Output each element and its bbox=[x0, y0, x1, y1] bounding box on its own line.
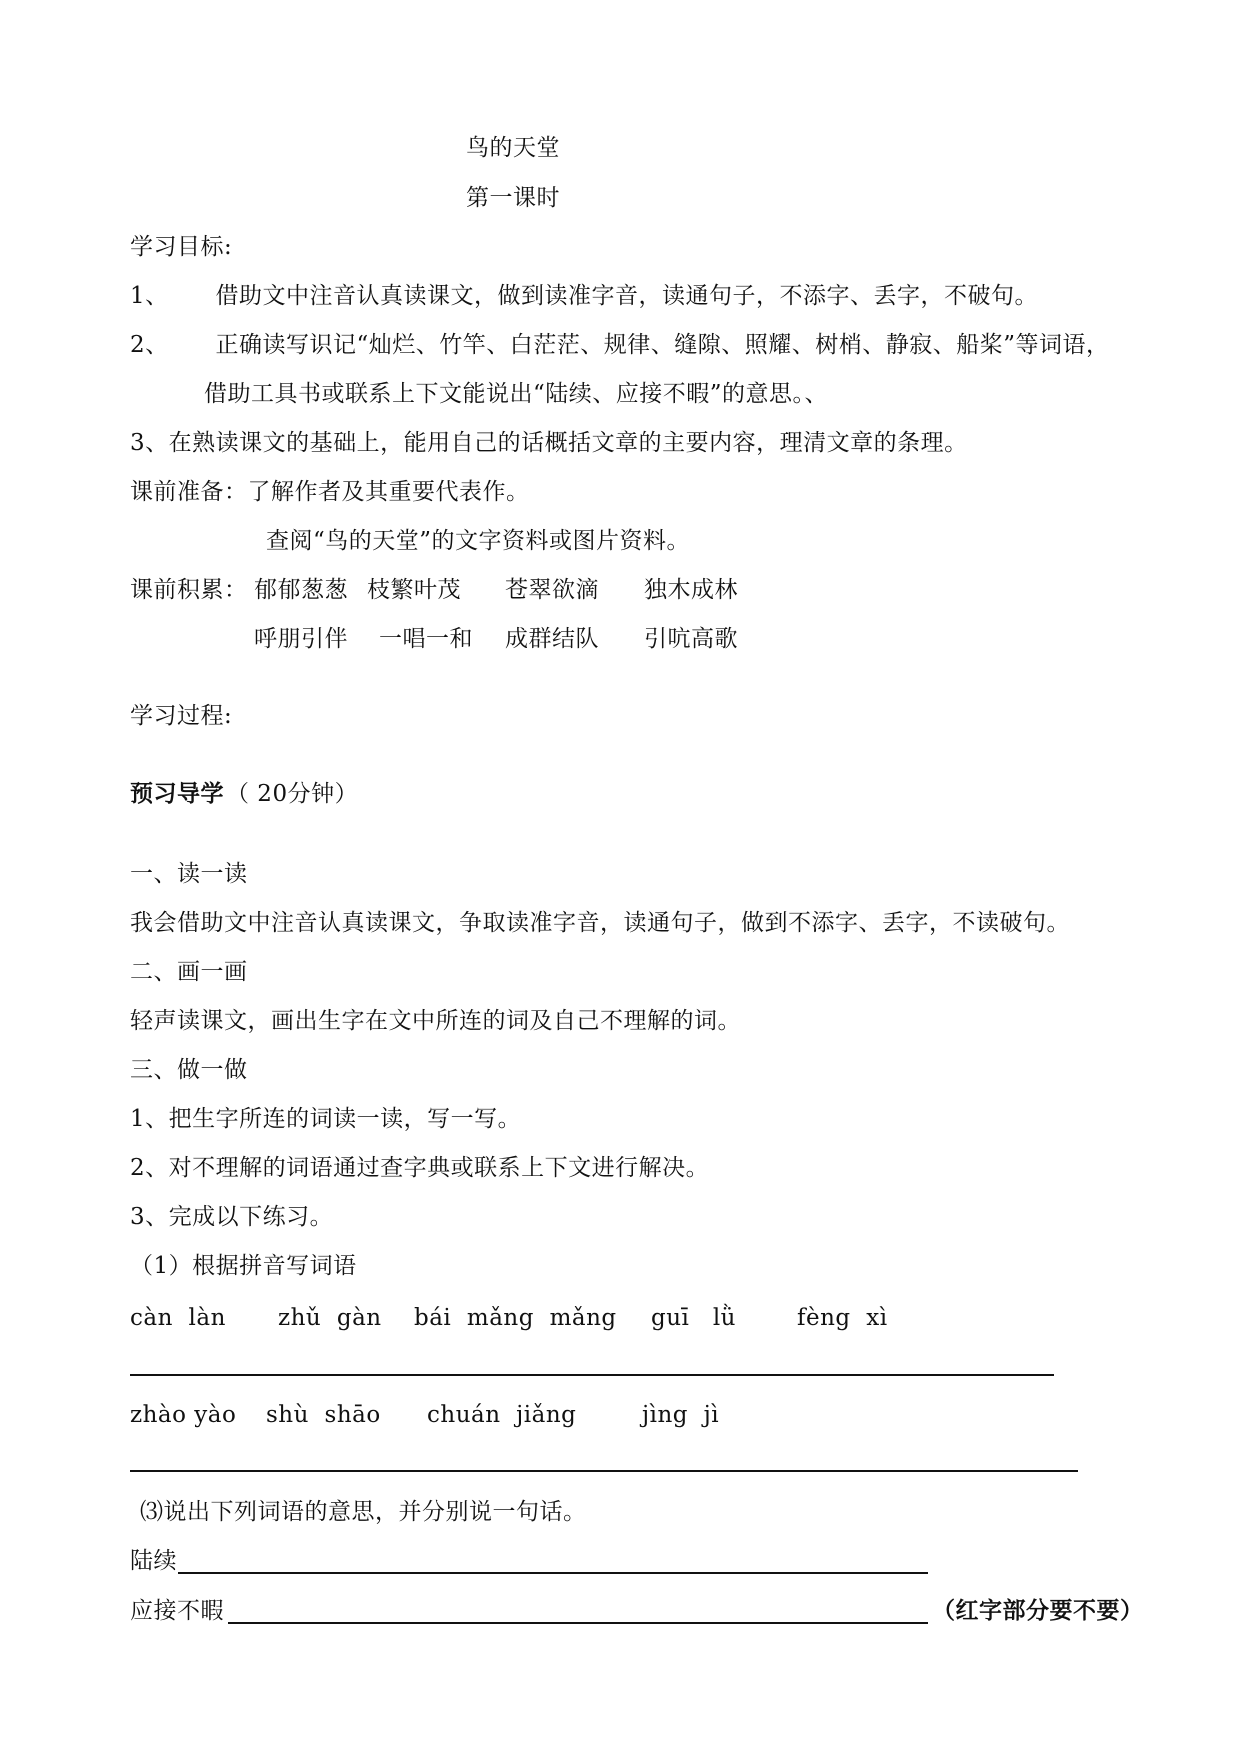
pinyin-item: chuán jiǎng bbox=[427, 1402, 577, 1428]
preview-time: （ 20分钟） bbox=[226, 781, 359, 807]
exercise-1-heading: （1）根据拼音写词语 bbox=[130, 1253, 357, 1279]
accum-word: 成群结队 bbox=[505, 626, 599, 652]
pinyin-item: càn làn bbox=[130, 1305, 226, 1331]
pinyin-item: bái mǎng mǎng bbox=[414, 1305, 617, 1331]
section-3-item-1: 1、把生字所连的词读一读，写一写。 bbox=[130, 1106, 522, 1132]
goal-item-2-continued: 借助工具书或联系上下文能说出“陆续、应接不暇”的意思。、 bbox=[204, 381, 829, 407]
goal-item-1: 1、 借助文中注音认真读课文，做到读准字音，读通句子，不添字、丢字，不破句。 bbox=[130, 283, 1038, 309]
goal-item-2: 2、 正确读写识记“灿烂、竹竿、白茫茫、规律、缝隙、照耀、树梢、静寂、船桨”等词语， bbox=[130, 332, 1110, 358]
pinyin-item: shù shāo bbox=[266, 1402, 381, 1428]
prep-line-2: 查阅“鸟的天堂”的文字资料或图片资料。 bbox=[266, 528, 691, 554]
goal-item-3: 3、在熟读课文的基础上，能用自己的话概括文章的主要内容，理清文章的条理。 bbox=[130, 430, 968, 456]
accum-word: 引吭高歌 bbox=[644, 626, 738, 652]
word-label: 陆续 bbox=[130, 1548, 177, 1574]
section-2-body: 轻声读课文，画出生字在文中所连的词及自己不理解的词。 bbox=[130, 1008, 741, 1034]
page-title: 鸟的天堂 bbox=[466, 135, 560, 161]
pinyin-item: zhǔ gàn bbox=[278, 1305, 382, 1331]
answer-line[interactable] bbox=[130, 1470, 1078, 1472]
pinyin-item: fèng xì bbox=[797, 1305, 888, 1331]
accum-word: 苍翠欲滴 bbox=[505, 577, 599, 603]
section-3-item-3: 3、完成以下练习。 bbox=[130, 1204, 334, 1230]
accum-word: 呼朋引伴 bbox=[254, 626, 348, 652]
section-2-heading: 二、画一画 bbox=[130, 959, 248, 985]
accum-word: 独木成林 bbox=[644, 577, 738, 603]
note-text: （红字部分要不要） bbox=[932, 1597, 1144, 1624]
accum-word: 郁郁葱葱 bbox=[254, 577, 348, 603]
section-1-body: 我会借助文中注音认真读课文，争取读准字音，读通句子，做到不添字、丢字，不读破句。 bbox=[130, 910, 1070, 936]
goals-heading: 学习目标: bbox=[130, 234, 233, 260]
process-heading: 学习过程: bbox=[130, 703, 233, 729]
answer-line[interactable] bbox=[178, 1572, 928, 1574]
prep-line-1: 课前准备：了解作者及其重要代表作。 bbox=[130, 479, 530, 505]
section-1-heading: 一、读一读 bbox=[130, 861, 248, 887]
pinyin-item: jìng jì bbox=[642, 1402, 720, 1428]
answer-line[interactable] bbox=[130, 1374, 1054, 1376]
pinyin-item: zhào yào bbox=[130, 1402, 237, 1428]
accum-word: 枝繁叶茂 bbox=[367, 577, 461, 603]
accum-word: 一唱一和 bbox=[379, 626, 473, 652]
accum-label: 课前积累： bbox=[130, 577, 248, 603]
exercise-3-heading: ⑶说出下列词语的意思，并分别说一句话。 bbox=[140, 1499, 587, 1525]
preview-heading: 预习导学 bbox=[130, 780, 224, 807]
answer-line[interactable] bbox=[228, 1622, 928, 1624]
lesson-subtitle: 第一课时 bbox=[466, 185, 560, 211]
section-3-heading: 三、做一做 bbox=[130, 1057, 248, 1083]
word-label: 应接不暇 bbox=[130, 1598, 224, 1624]
pinyin-item: guī lǜ bbox=[651, 1305, 736, 1331]
section-3-item-2: 2、对不理解的词语通过查字典或联系上下文进行解决。 bbox=[130, 1155, 710, 1181]
